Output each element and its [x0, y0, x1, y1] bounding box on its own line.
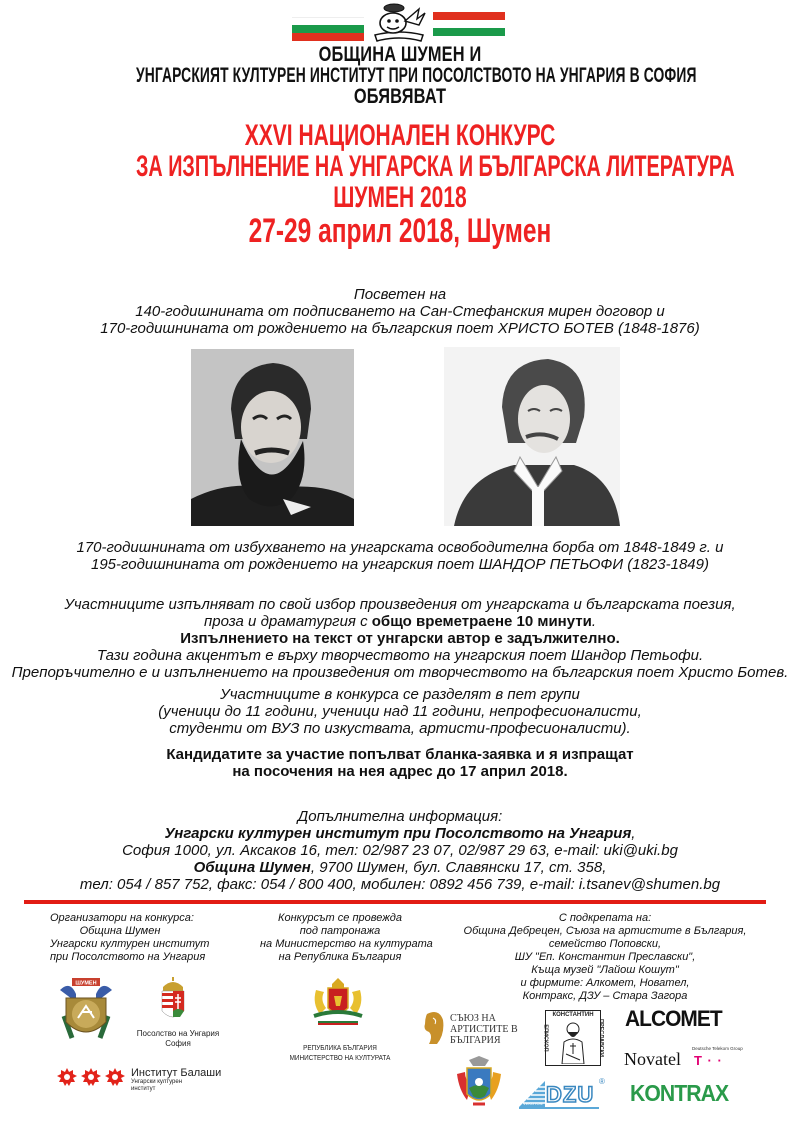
telekom-logo: T · ·	[694, 1053, 723, 1068]
contact-org-2	[0, 859, 800, 876]
flag-stripe-green	[292, 25, 364, 33]
header-line-2: УНГАРСКИЯТ КУЛТУРЕН ИНСТИТУТ ПРИ ПОСОЛСТВОТО НА УНГАРИЯ В СОФИЯ	[136, 64, 697, 87]
groups-line-2: (ученици до 11 години, ученици над 11 години, непрофесионалисти,	[158, 703, 642, 720]
hungary-embassy-line-2: София	[165, 1039, 191, 1048]
artists-union-line-1: СЪЮЗ НА	[450, 1013, 496, 1024]
hungary-coat-of-arms-icon	[160, 977, 186, 1023]
dedication-line-2: 140-годишнината от подписването на Сан-Стефанския мирен договор и	[135, 303, 665, 320]
support-line-4: ШУ "Еп. Константин Преславски",	[514, 951, 696, 963]
contact-heading: Допълнителна информация:	[297, 808, 503, 825]
shu-seal-right-text: ПРЕСЛАВСКИ	[597, 1018, 604, 1058]
artists-union-line-2: АРТИСТИТЕ В	[450, 1024, 518, 1035]
application-line-1: Кандидатите за участие попълват бланка-заявка и я изпращат	[166, 746, 634, 763]
rules-line-5: Препоръчително е и изпълнението на произведения от творчеството на българския поет Христо Ботев.	[11, 664, 789, 681]
anniversary-line-1: 170-годишнината от избухването на унгарската освободителна борба от 1848-1849 г. и	[76, 539, 724, 556]
contact-org-2-details: , 9700 Шумен, бул. Славянски 17, ст. 358,	[310, 859, 607, 876]
contest-title	[0, 120, 800, 249]
hungary-embassy-label	[128, 1029, 228, 1049]
application-line-2: на посочения на нея адрес до 17 април 2018.	[232, 763, 568, 780]
dedication-line-3: 170-годишнината от рождението на българския поет ХРИСТО БОТЕВ (1848-1876)	[100, 320, 700, 337]
contact-org-1	[0, 825, 800, 842]
anniversary	[0, 539, 800, 573]
support-line-3: семейство Поповски,	[548, 938, 662, 950]
organizers-line-1: Организатори на конкурса:	[50, 912, 194, 924]
hungarian-flag	[433, 12, 505, 36]
shu-seal-left-text: ЕПИСКОП	[542, 1024, 549, 1052]
support-line-5: Къща музей "Лайош Кошут"	[531, 964, 679, 976]
dedication	[0, 286, 800, 337]
debrecen-coat-of-arms-icon	[455, 1056, 503, 1108]
rules-line-4: Тази година акцентът е върху творчеството на унгарския поет Шандор Петьофи.	[96, 647, 704, 664]
title-line-3: ШУМЕН 2018	[333, 181, 467, 214]
support-line-2: Община Дебрецен, Съюза на артистите в България,	[463, 925, 747, 937]
groups-line-3: студенти от ВУЗ по изкуствата, артисти-професионалисти).	[169, 720, 631, 737]
rules-line-1: Участниците изпълняват по свой избор произведения от унгарската и българската поезия,	[64, 596, 736, 613]
announcers-heading	[0, 44, 800, 107]
support-line-1: С подкрепата на:	[558, 912, 652, 924]
header-line-3: ОБЯВЯВАТ	[353, 85, 447, 108]
shumen-crest-label: ШУМЕН	[75, 980, 97, 987]
application-info	[0, 746, 800, 780]
botev-portrait	[191, 349, 354, 526]
rules-line-2-prefix: проза и драматургия с	[203, 613, 372, 630]
shumen-emblem-icon	[367, 1, 431, 43]
bulgaria-coat-of-arms-icon	[308, 978, 368, 1026]
saint-figure-icon	[558, 1020, 588, 1064]
organizers-block	[50, 912, 210, 964]
support-line-6: и фирмите: Алкомет, Новател,	[520, 977, 690, 989]
flag-stripe-red	[292, 33, 364, 41]
petofi-portrait	[444, 347, 620, 526]
shu-seal-top-text: КОНСТАНТИН	[552, 1012, 594, 1018]
title-line-2: ЗА ИЗПЪЛНЕНИЕ НА УНГАРСКА И БЪЛГАРСКА ЛИТЕРАТУРА	[136, 150, 735, 183]
registered-mark: ®	[599, 1077, 605, 1086]
dzu-text: DZU	[546, 1082, 595, 1107]
dedication-line-1: Посветен на	[353, 286, 447, 303]
patronage-line-4: на Република България	[278, 951, 402, 963]
dzu-logo	[519, 1077, 609, 1109]
balassi-line-2: Унгарски културен	[131, 1079, 183, 1085]
title-line-1: XXVI НАЦИОНАЛЕН КОНКУРС	[244, 119, 556, 152]
red-divider	[24, 900, 766, 904]
organizers-line-4: при Посолството на Унгария	[50, 951, 206, 963]
bulgarian-flag	[292, 17, 364, 41]
contact-org-1-suffix: ,	[631, 825, 636, 842]
telekom-group-label: Deutsche Telekom Group	[692, 1046, 743, 1051]
balassi-line-1: Институт Балаши	[131, 1067, 222, 1079]
artists-union-label	[450, 1013, 530, 1046]
hungary-embassy-line-1: Посолство на Унгария	[136, 1029, 220, 1038]
bulgaria-ministry-line-1: РЕПУБЛИКА БЪЛГАРИЯ	[303, 1043, 377, 1052]
artists-union-line-3: БЪЛГАРИЯ	[450, 1035, 501, 1046]
organizers-line-3: Унгарски културен институт	[50, 938, 210, 950]
balassi-line-3: институт	[131, 1086, 156, 1092]
contact-org-1-name: Унгарски културен институт при Посолството на Унгария	[164, 825, 632, 842]
patronage-block	[260, 912, 433, 964]
contact-org-2-name: Община Шумен	[193, 859, 311, 876]
flag-stripe-red	[433, 12, 505, 20]
rules-line-2	[0, 613, 800, 630]
header-line-1: ОБЩИНА ШУМЕН И	[318, 43, 482, 66]
shumen-university-seal	[542, 1010, 604, 1066]
patronage-line-2: под патронажа	[299, 925, 381, 937]
contact-info	[0, 808, 800, 893]
contact-org-2-phones: тел: 054 / 857 752, факс: 054 / 800 400, мобилен: 0892 456 739, e-mail: i.tsanev@shumen.bg	[79, 876, 721, 893]
organizers-line-2: Община Шумен	[79, 925, 161, 937]
dzu-subtext: VEKOTON	[523, 1101, 543, 1106]
flag-stripe-white	[292, 17, 364, 25]
balassi-institute-icon	[56, 1067, 126, 1089]
flag-stripe-green	[433, 28, 505, 36]
shumen-crest-logo	[58, 976, 114, 1042]
artists-union-icon	[423, 1010, 445, 1046]
participant-groups	[0, 686, 800, 737]
anniversary-line-2: 195-годишнината от рождението на унгарския поет ШАНДОР ПЕТЬОФИ (1823-1849)	[91, 556, 709, 573]
groups-line-1: Участниците в конкурса се разделят в пет групи	[220, 686, 580, 703]
rules-duration: общо времетраене 10 минути	[371, 613, 592, 630]
support-block	[460, 912, 750, 1003]
support-line-7: Контракс, ДЗУ – Стара Загора	[522, 990, 688, 1002]
contest-rules	[0, 596, 800, 681]
event-dates: 27-29 април 2018, Шумен	[248, 212, 552, 250]
bulgaria-ministry-line-2: МИНИСТЕРСТВО НА КУЛТУРАТА	[289, 1053, 391, 1062]
rules-line-2-suffix: .	[591, 613, 597, 630]
alcomet-logo: ALCOMET	[625, 1006, 722, 1031]
rules-mandatory: Изпълнението на текст от унгарски автор е задължително.	[180, 630, 620, 647]
novatel-logo: Novatel	[624, 1049, 681, 1069]
flag-stripe-white	[433, 20, 505, 28]
patronage-line-3: на Министерство на културата	[260, 938, 433, 950]
balassi-institute-label	[131, 1067, 231, 1093]
contact-org-1-details: София 1000, ул. Аксаков 16, тел: 02/987 23 07, 02/987 29 63, e-mail: uki@uki.bg	[122, 842, 678, 859]
patronage-line-1: Конкурсът се провежда	[278, 912, 402, 924]
bulgaria-ministry-label	[289, 1043, 391, 1063]
kontrax-logo: KONTRAX	[630, 1080, 729, 1106]
